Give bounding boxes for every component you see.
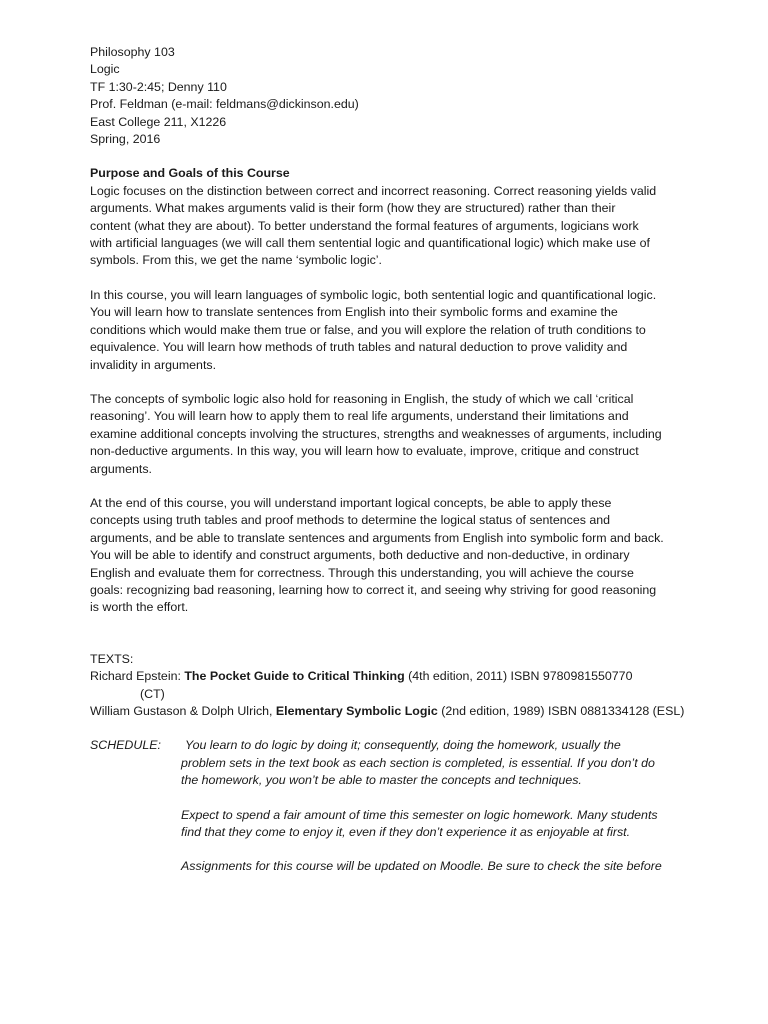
text-line: content (what they are about). To better understand the formal features of arguments, logicians work: [90, 218, 639, 233]
term: Spring, 2016: [90, 132, 161, 147]
text-line: problem sets in the text book as each section is completed, is essential. If you don’t do: [181, 755, 655, 770]
course-subject: Logic: [90, 62, 120, 77]
text-line: arguments. What makes arguments valid is their form (how they are structured) rather than their: [90, 201, 616, 216]
text-line: arguments.: [90, 461, 152, 476]
textbook-entry-esl: [90, 703, 690, 720]
meeting-time: TF 1:30-2:45; Denny 110: [90, 79, 227, 94]
text-line: Expect to spend a fair amount of time this semester on logic homework. Many students: [181, 807, 658, 822]
schedule-body: [181, 737, 690, 875]
text-line: goals: recognizing bad reasoning, learning how to correct it, and seeing why striving for good reasoning: [90, 582, 657, 597]
book-author: Richard Epstein:: [90, 669, 185, 684]
textbook-entry-ct: [90, 668, 690, 685]
schedule-paragraph-3: [181, 858, 690, 875]
text-line: At the end of this course, you will understand important logical concepts, be able to apply these: [90, 495, 612, 510]
text-line: You will learn how to translate sentences from English into their symbolic forms and examine the: [90, 305, 618, 320]
book-author: William Gustason & Dolph Ulrich,: [90, 704, 276, 718]
office-location: East College 211, X1226: [90, 114, 227, 129]
text-line: You will be able to identify and construct arguments, both deductive and non-deductive, in ordinary: [90, 548, 630, 563]
text-line: Assignments for this course will be updated on Moodle. Be sure to check the site before: [181, 859, 662, 874]
text-line: non-deductive arguments. In this way, you will learn how to evaluate, improve, critique and construct: [90, 444, 639, 459]
text-line: invalidity in arguments.: [90, 357, 217, 372]
schedule-paragraph-2: [181, 807, 690, 842]
text-line: conditions which would make them true or false, and you will explore the relation of truth conditions to: [90, 322, 646, 337]
text-line: Logic focuses on the distinction between correct and incorrect reasoning. Correct reasoning yields valid: [90, 183, 657, 198]
purpose-paragraph-1: [90, 183, 690, 270]
text-line: examine additional concepts involving the structures, strengths and weaknesses of arguments, including: [90, 426, 662, 441]
course-number: Philosophy 103: [90, 45, 175, 59]
schedule-section: [90, 737, 690, 875]
text-line: concepts using truth tables and proof methods to determine the logical status of sentences and: [90, 513, 611, 528]
texts-heading: TEXTS:: [90, 651, 134, 666]
book-abbreviation: (CT): [140, 686, 165, 701]
purpose-paragraph-2: [90, 287, 690, 374]
text-line: equivalence. You will learn how methods of truth tables and natural deduction to prove validity and: [90, 340, 628, 355]
text-line: symbols. From this, we get the name ‘symbolic logic’.: [90, 253, 382, 268]
schedule-paragraph-1: [181, 737, 690, 789]
text-line: In this course, you will learn languages of symbolic logic, both sentential logic and quantificational logic.: [90, 287, 657, 302]
text-line: find that they come to enjoy it, even if they don’t experience it as enjoyable at first.: [181, 825, 631, 840]
schedule-heading: SCHEDULE:: [90, 738, 161, 753]
book-title: The Pocket Guide to Critical Thinking: [184, 669, 405, 684]
text-line: the homework, you won’t be able to master the concepts and techniques.: [181, 773, 582, 788]
text-line: English and evaluate them for correctness. Through this understanding, you will achieve the course: [90, 565, 634, 580]
textbook-list: [90, 668, 690, 720]
purpose-paragraph-3: [90, 391, 690, 478]
text-line: is worth the effort.: [90, 600, 189, 615]
course-header: [90, 44, 690, 148]
text-line: arguments, and be able to translate sentences and arguments from English into symbolic form and back.: [90, 530, 664, 545]
instructor-contact: Prof. Feldman (e-mail: feldmans@dickinson.edu): [90, 97, 359, 112]
book-title: Elementary Symbolic Logic: [275, 704, 438, 718]
book-details: (4th edition, 2011) ISBN 9780981550770: [404, 669, 633, 684]
text-line: The concepts of symbolic logic also hold for reasoning in English, the study of which we call ‘critical: [90, 391, 634, 406]
purpose-paragraph-4: [90, 495, 690, 617]
purpose-heading: Purpose and Goals of this Course: [90, 166, 290, 181]
text-line: You learn to do logic by doing it; consequently, doing the homework, usually the: [185, 738, 621, 753]
text-line: reasoning’. You will learn how to apply them to real life arguments, understand their limitations and: [90, 409, 629, 424]
syllabus-page: [90, 44, 690, 876]
text-line: with artificial languages (we will call them sentential logic and quantificational logic) which make use of: [90, 236, 650, 251]
book-details: (2nd edition, 1989) ISBN 0881334128 (ESL): [437, 704, 685, 718]
